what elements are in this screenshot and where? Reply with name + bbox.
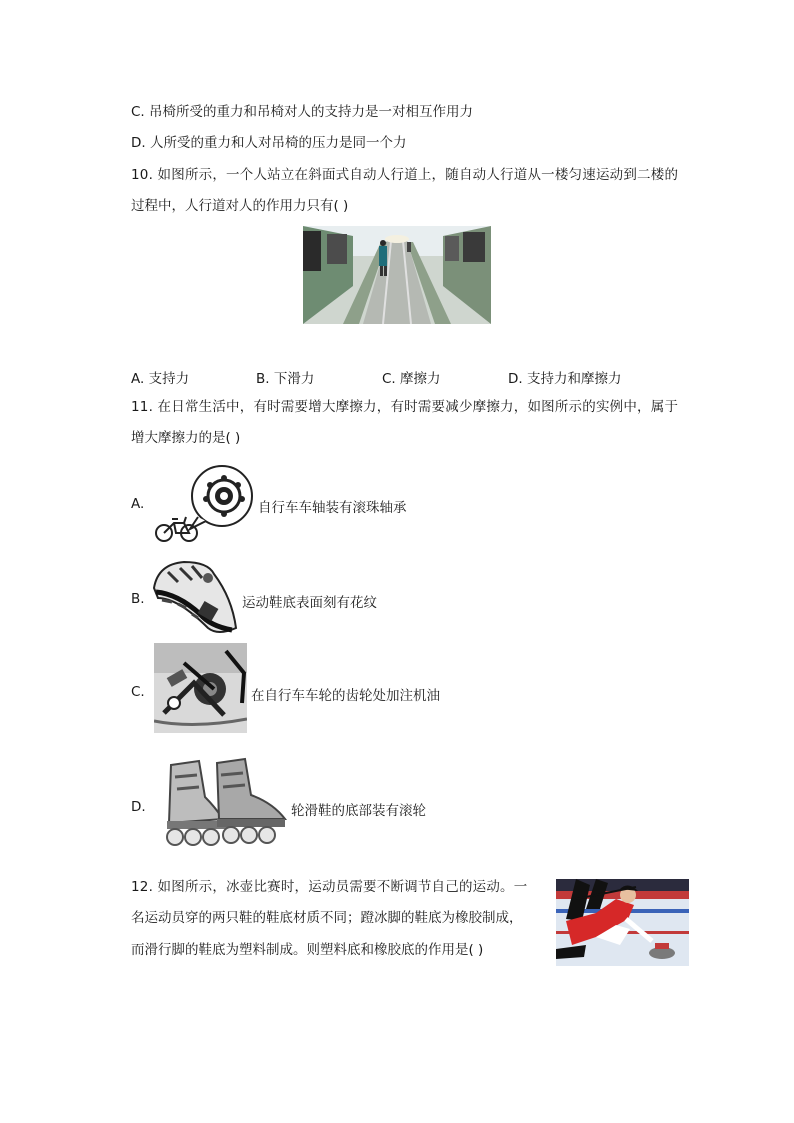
moving-walkway-image xyxy=(303,226,491,324)
q9-option-d: D. 人所受的重力和人对吊椅的压力是同一个力 xyxy=(131,135,407,151)
q11-option-b-text: 运动鞋底表面刻有花纹 xyxy=(242,595,377,611)
q11-stem-line2: 增大摩擦力的是( ) xyxy=(131,430,241,446)
bicycle-bearing-illustration xyxy=(154,463,254,545)
q11-option-c-letter: C. xyxy=(131,684,145,700)
q11-stem-line1: 11. 在日常生活中，有时需要增大摩擦力，有时需要减少摩擦力，如图所示的实例中，属于 xyxy=(131,399,679,415)
bike-gear-oiling-image xyxy=(154,643,247,733)
q9-option-c: C. 吊椅所受的重力和吊椅对人的支持力是一对相互作用力 xyxy=(131,104,474,120)
q11-option-c-text: 在自行车车轮的齿轮处加注机油 xyxy=(251,688,440,704)
q10-option-d: D. 支持力和摩擦力 xyxy=(508,371,622,387)
bicycle-bearing-image xyxy=(154,463,254,545)
q11-option-d-text: 轮滑鞋的底部装有滚轮 xyxy=(291,803,426,819)
q11-option-a-text: 自行车车轴装有滚珠轴承 xyxy=(258,500,407,516)
q10-option-b: B. 下滑力 xyxy=(256,371,315,387)
curling-athlete-illustration xyxy=(556,879,689,966)
q10-option-a: A. 支持力 xyxy=(131,371,190,387)
q10-option-c: C. 摩擦力 xyxy=(382,371,441,387)
sneaker-sole-image xyxy=(148,558,238,636)
moving-walkway-illustration xyxy=(303,226,491,324)
inline-skates-illustration xyxy=(153,757,288,851)
q11-option-a-letter: A. xyxy=(131,496,145,512)
q12-stem-line2: 名运动员穿的两只鞋的鞋底材质不同；蹬冰脚的鞋底为橡胶制成， xyxy=(131,910,523,926)
q10-stem-line1: 10. 如图所示，一个人站立在斜面式自动人行道上，随自动人行道从一楼匀速运动到二楼的 xyxy=(131,167,679,183)
q11-option-b-letter: B. xyxy=(131,591,145,607)
q12-stem-line1: 12. 如图所示，冰壶比赛时，运动员需要不断调节自己的运动。一 xyxy=(131,879,528,895)
inline-skates-image xyxy=(153,757,288,851)
q12-stem-line3: 而滑行脚的鞋底为塑料制成。则塑料底和橡胶底的作用是( ) xyxy=(131,942,484,958)
bike-gear-oiling-illustration xyxy=(154,643,247,733)
sneaker-sole-illustration xyxy=(148,558,238,636)
curling-athlete-image xyxy=(556,879,689,966)
q10-stem-line2: 过程中，人行道对人的作用力只有( ) xyxy=(131,198,349,214)
q10-options xyxy=(0,367,794,387)
q11-option-d-letter: D. xyxy=(131,799,146,815)
